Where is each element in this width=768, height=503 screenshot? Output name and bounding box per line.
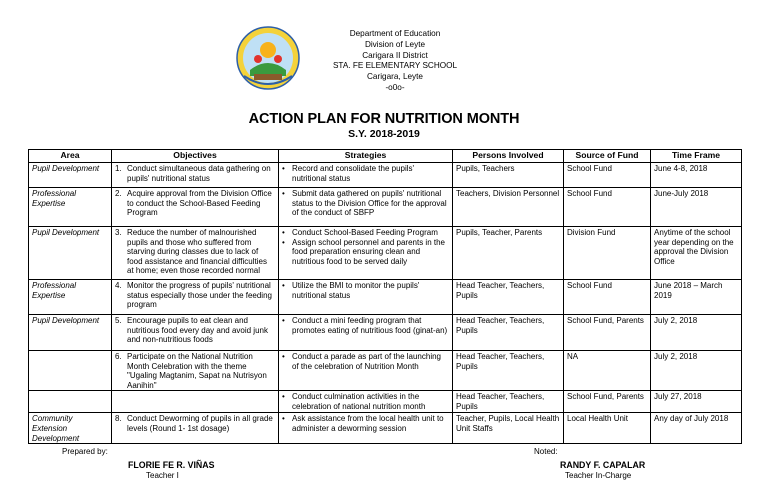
cell-area: Community Extension Development xyxy=(29,413,112,444)
cell-strategies xyxy=(279,391,453,413)
noted-role: Teacher In-Charge xyxy=(565,471,632,480)
table-body xyxy=(29,163,742,444)
strategy-text: Conduct School-Based Feeding Program xyxy=(292,228,438,237)
cell-objective xyxy=(112,188,279,227)
cell-area xyxy=(29,351,112,391)
prepared-by-name: FLORIE FE R. VIÑAS xyxy=(128,460,215,470)
bullet-icon: • xyxy=(282,352,285,361)
cell-objective xyxy=(112,163,279,188)
objective-number: 2. xyxy=(115,189,122,198)
bullet-icon: • xyxy=(282,281,285,290)
header-department: Department of Education xyxy=(349,29,441,38)
cell-persons: Pupils, Teacher, Parents xyxy=(453,227,564,280)
cell-objective xyxy=(112,351,279,391)
bullet-icon: • xyxy=(282,414,285,424)
cell-objective xyxy=(112,227,279,280)
cell-strategies xyxy=(279,163,453,188)
cell-strategies xyxy=(279,315,453,351)
strategy-item xyxy=(282,281,449,300)
bullet-icon: • xyxy=(282,189,285,198)
header-district: Carigara II District xyxy=(362,50,428,60)
document-title: ACTION PLAN FOR NUTRITION MONTH xyxy=(248,111,520,127)
strategy-item xyxy=(282,189,449,218)
cell-fund: School Fund xyxy=(564,163,651,188)
objective-text: Monitor the progress of pupils' nutritional status especially those under the feeding program xyxy=(127,281,272,310)
strategy-item xyxy=(282,392,449,411)
column-header-strategies: Strategies xyxy=(279,150,453,163)
objective-number: 4. xyxy=(115,281,122,290)
cell-fund: Division Fund xyxy=(564,227,651,280)
noted-name: RANDY F. CAPALAR xyxy=(560,460,646,470)
cell-area: Professional Expertise xyxy=(29,188,112,227)
cell-strategies xyxy=(279,188,453,227)
cell-time-frame: Anytime of the school year depending on the approval the Division Office xyxy=(651,227,742,280)
objective-text: Acquire approval from the Division Office to conduct the School-Based Feeding Program xyxy=(127,189,272,218)
strategy-item xyxy=(282,316,449,335)
header-separator: -o0o- xyxy=(385,82,405,92)
cell-time-frame: July 27, 2018 xyxy=(651,391,742,413)
prepared-by-role: Teacher I xyxy=(146,471,179,480)
cell-area xyxy=(29,391,112,413)
column-header-time: Time Frame xyxy=(651,150,742,163)
bullet-icon: • xyxy=(282,164,285,173)
school-header xyxy=(310,29,480,94)
cell-time-frame: June-July 2018 xyxy=(651,188,742,227)
cell-fund: NA xyxy=(564,351,651,391)
strategy-text: Ask assistance from the local health unit to administer a deworming session xyxy=(292,414,444,433)
header-school: STA. FE ELEMENTARY SCHOOL xyxy=(332,61,458,71)
cell-strategies xyxy=(279,227,453,280)
cell-area: Pupil Development xyxy=(29,227,112,280)
table-row xyxy=(29,391,742,413)
table-row xyxy=(29,163,742,188)
cell-persons: Teachers, Division Personnel xyxy=(453,188,564,227)
cell-objective xyxy=(112,280,279,315)
strategy-text: Utilize the BMI to monitor the pupils' nutritional status xyxy=(292,281,420,300)
strategy-text: Conduct culmination activities in the celebration of national nutrition month xyxy=(292,392,426,411)
strategy-text: Conduct a mini feeding program that promotes eating of nutritious food (ginat-an) xyxy=(292,316,448,335)
column-header-area: Area xyxy=(29,150,112,163)
cell-persons: Teacher, Pupils, Local Health Unit Staffs xyxy=(453,413,564,444)
cell-time-frame: July 2, 2018 xyxy=(651,315,742,351)
cell-time-frame: July 2, 2018 xyxy=(651,351,742,391)
cell-fund: Local Health Unit xyxy=(564,413,651,444)
objective-text: Participate on the National Nutrition Month Celebration with the theme "Ugaling Magtanim, Sapat na Nutrisyon Aanihin" xyxy=(127,352,267,390)
header-location: Carigara, Leyte xyxy=(367,72,423,82)
cell-persons: Head Teacher, Teachers, Pupils xyxy=(453,391,564,413)
cell-objective xyxy=(112,413,279,444)
cell-strategies xyxy=(279,413,453,444)
cell-fund: School Fund, Parents xyxy=(564,315,651,351)
strategy-text: Assign school personnel and parents in the food preparation ensuring clean and nutritious food to be served daily xyxy=(292,237,445,266)
cell-time-frame: Any day of July 2018 xyxy=(651,413,742,444)
bullet-icon: • xyxy=(282,237,285,247)
cell-area: Pupil Development xyxy=(29,315,112,351)
bullet-icon: • xyxy=(282,316,285,325)
cell-fund: School Fund xyxy=(564,188,651,227)
cell-strategies xyxy=(279,280,453,315)
bullet-icon: • xyxy=(282,228,285,237)
cell-strategies xyxy=(279,351,453,391)
cell-persons: Head Teacher, Teachers, Pupils xyxy=(453,280,564,315)
strategy-item xyxy=(282,238,449,267)
prepared-by-label: Prepared by: xyxy=(62,447,108,456)
cell-area: Professional Expertise xyxy=(29,280,112,315)
column-header-objectives: Objectives xyxy=(112,150,279,163)
objective-number: 5. xyxy=(115,316,122,325)
cell-time-frame: June 4-8, 2018 xyxy=(651,163,742,188)
table-row xyxy=(29,351,742,391)
objective-text: Encourage pupils to eat clean and nutritious food every day and avoid junk and non-nutritious foods xyxy=(127,316,268,345)
column-header-persons: Persons Involved xyxy=(453,150,564,163)
school-logo xyxy=(236,26,300,90)
column-header-fund: Source of Fund xyxy=(564,150,651,163)
table-row xyxy=(29,413,742,444)
objective-text: Reduce the number of malnourished pupils and those who suffered from starving during classes due to lack of food assistance and financial difficulties at home; even those recorded normal xyxy=(127,228,267,276)
table-row xyxy=(29,188,742,227)
strategy-item xyxy=(282,414,449,433)
objective-number: 8. xyxy=(115,414,122,424)
objective-text: Conduct simultaneous data gathering on pupils' nutritional status xyxy=(127,164,271,183)
strategy-item xyxy=(282,352,449,371)
noted-label: Noted: xyxy=(534,447,558,456)
objective-text: Conduct Deworming of pupils in all grade levels (Round 1- 1st dosage) xyxy=(127,414,273,433)
table-row xyxy=(29,315,742,351)
cell-fund: School Fund xyxy=(564,280,651,315)
cell-objective xyxy=(112,315,279,351)
strategy-text: Conduct a parade as part of the launching of the celebration of Nutrition Month xyxy=(292,352,441,371)
school-year: S.Y. 2018-2019 xyxy=(348,128,420,140)
cell-time-frame: June 2018 – March 2019 xyxy=(651,280,742,315)
cell-area: Pupil Development xyxy=(29,163,112,188)
cell-persons: Pupils, Teachers xyxy=(453,163,564,188)
objective-number: 6. xyxy=(115,352,122,361)
cell-persons: Head Teacher, Teachers, Pupils xyxy=(453,315,564,351)
strategy-item xyxy=(282,228,449,238)
table-row xyxy=(29,280,742,315)
strategy-item xyxy=(282,164,449,183)
objective-number: 3. xyxy=(115,228,122,237)
header-division: Division of Leyte xyxy=(364,39,426,49)
strategy-text: Record and consolidate the pupils' nutritional status xyxy=(292,164,415,183)
strategy-text: Submit data gathered on pupils' nutritional status to the Division Office for the approval of the conduct of SBFP xyxy=(292,189,447,218)
table-header-row xyxy=(29,150,742,163)
objective-number: 1. xyxy=(115,164,122,173)
cell-fund: School Fund, Parents xyxy=(564,391,651,413)
table-row xyxy=(29,227,742,280)
cell-objective xyxy=(112,391,279,413)
bullet-icon: • xyxy=(282,392,285,402)
cell-persons: Head Teacher, Teachers, Pupils xyxy=(453,351,564,391)
action-plan-table xyxy=(28,149,742,444)
